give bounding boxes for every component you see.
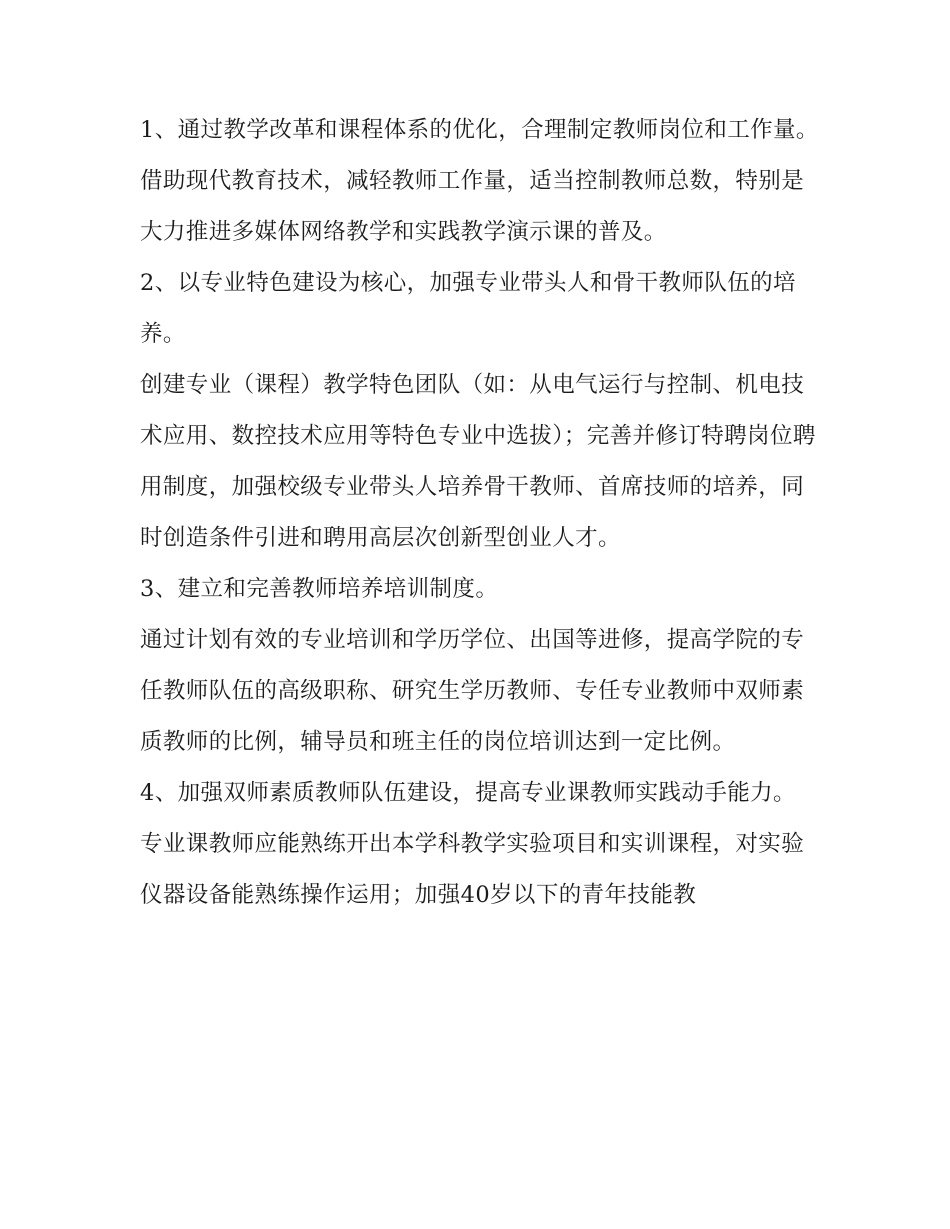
paragraph-heading-3: 3、建立和完善教师培养培训制度。 [140, 576, 499, 602]
paragraph-body-1: 借助现代教育技术，减轻教师工作量，适当控制教师总数，特别是大力推进多媒体网络教学和实践教学演示课的普及。 [140, 168, 805, 245]
paragraph-body-4: 专业课教师应能熟练开出本学科教学实验项目和实训课程，对实验仪器设备能熟练操作运用；加强40岁以下的青年技能教 [140, 831, 805, 908]
paragraph-heading-2: 2、以专业特色建设为核心，加强专业带头人和骨干教师队伍的培养。 [140, 270, 796, 347]
document-body [140, 105, 820, 921]
paragraph-heading-4: 4、加强双师素质教师队伍建设，提高专业课教师实践动手能力。 [140, 780, 796, 806]
paragraph-body-3: 通过计划有效的专业培训和学历学位、出国等进修，提高学院的专任教师队伍的高级职称、研究生学历教师、专任专业教师中双师素质教师的比例，辅导员和班主任的岗位培训达到一定比例。 [140, 627, 805, 755]
paragraph-body-2: 创建专业（课程）教学特色团队（如：从电气运行与控制、机电技术应用、数控技术应用等特色专业中选拔）；完善并修订特聘岗位聘用制度，加强校级专业带头人培养骨干教师、首席技师的培养，同时创造条件引进和聘用高层次创新型创业人才。 [140, 372, 816, 551]
paragraph-heading-1: 1、通过教学改革和课程体系的优化，合理制定教师岗位和工作量。 [140, 117, 819, 143]
